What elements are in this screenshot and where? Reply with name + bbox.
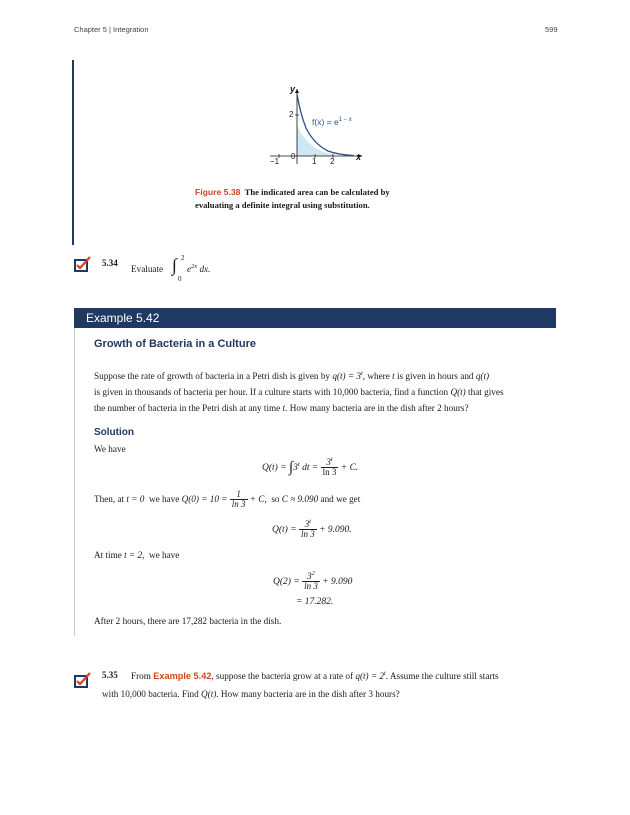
example-banner xyxy=(74,308,556,328)
page-number: 599 xyxy=(545,25,558,34)
figure-caption-label: Figure 5.38 xyxy=(195,187,241,197)
equation-1: $Q(t) = \int 3^t$ dt = $\frac{3^t}{\ln 3}$ + C. xyxy=(262,456,359,478)
checkpoint-icon xyxy=(73,672,93,689)
problem-line-1: Suppose the rate of growth of bacteria in a Petri dish is given by $q(t) = 3^t$, where t is given in hours and q(t) xyxy=(94,369,490,381)
exercise-535-line-1: From Example 5.42, suppose the bacteria grow at a rate of $q(t) = 2^t$. Assume the culture still starts xyxy=(131,669,499,681)
function-label: $f(x) = e^{1 - x}$ xyxy=(312,117,352,127)
problem-line-3: the number of bacteria in the Petri dish at any time t. How many bacteria are in the dish after 2 hours? xyxy=(94,403,469,413)
conclusion-text: After 2 hours, there are 17,282 bacteria in the dish. xyxy=(94,616,282,626)
we-have-text: We have xyxy=(94,444,126,454)
exercise-534-text: Evaluate xyxy=(131,264,164,274)
section-rule xyxy=(72,60,74,245)
tick-x-1: 1 xyxy=(312,157,317,166)
solution-heading: Solution xyxy=(94,427,134,438)
exercise-534-integrand: $e^{2x}$ dx. xyxy=(187,262,211,274)
y-axis-label: y xyxy=(290,84,296,94)
equation-2: Q(t) = $\frac{3^t}{\ln 3}$ + 9.090. xyxy=(272,518,352,540)
exercise-535-line-2: with 10,000 bacteria. Find Q(t). How many bacteria are in the dish after 3 hours? xyxy=(102,689,400,699)
integral-upper-limit: 2 xyxy=(181,254,185,262)
figure-caption: Figure 5.38 The indicated area can be calculated by evaluating a definite integral using substitution. xyxy=(195,187,390,210)
exercise-number-535: 5.35 xyxy=(102,670,118,680)
exercise-number-534: 5.34 xyxy=(102,258,118,268)
equation-3-line-2: = 17.282. xyxy=(296,597,334,607)
tick-origin: 0 xyxy=(291,152,296,161)
equation-3-line-1: Q(2) = $\frac{3^2}{\ln 3}$ + 9.090 xyxy=(273,570,353,592)
example-title: Growth of Bacteria in a Culture xyxy=(94,338,256,350)
integral-lower-limit: 0 xyxy=(178,275,182,283)
example-banner-title: Example 5.42 xyxy=(86,311,160,325)
tick-y-2: 2 xyxy=(289,110,294,119)
tick-x-2: 2 xyxy=(330,157,335,166)
x-axis-label: x xyxy=(356,152,362,162)
then-line: Then, at t = 0 we have Q(0) = 10 = $\frac{1}{\ln 3}$ + C, so C ≈ 9.090 and we get xyxy=(94,489,361,510)
problem-line-2: is given in thousands of bacteria per hour. If a culture starts with 10,000 bacteria, find a function Q(t) that gives xyxy=(94,387,504,397)
chapter-header: Chapter 5 | Integration xyxy=(74,25,149,34)
example-left-border xyxy=(74,328,75,636)
integral-sign: ∫ xyxy=(172,255,177,275)
tick-x-neg1: −1 xyxy=(270,157,280,166)
checkpoint-icon xyxy=(73,256,93,273)
at-time-line: At time t = 2, we have xyxy=(94,550,180,560)
example-link[interactable]: Example 5.42 xyxy=(153,671,212,681)
